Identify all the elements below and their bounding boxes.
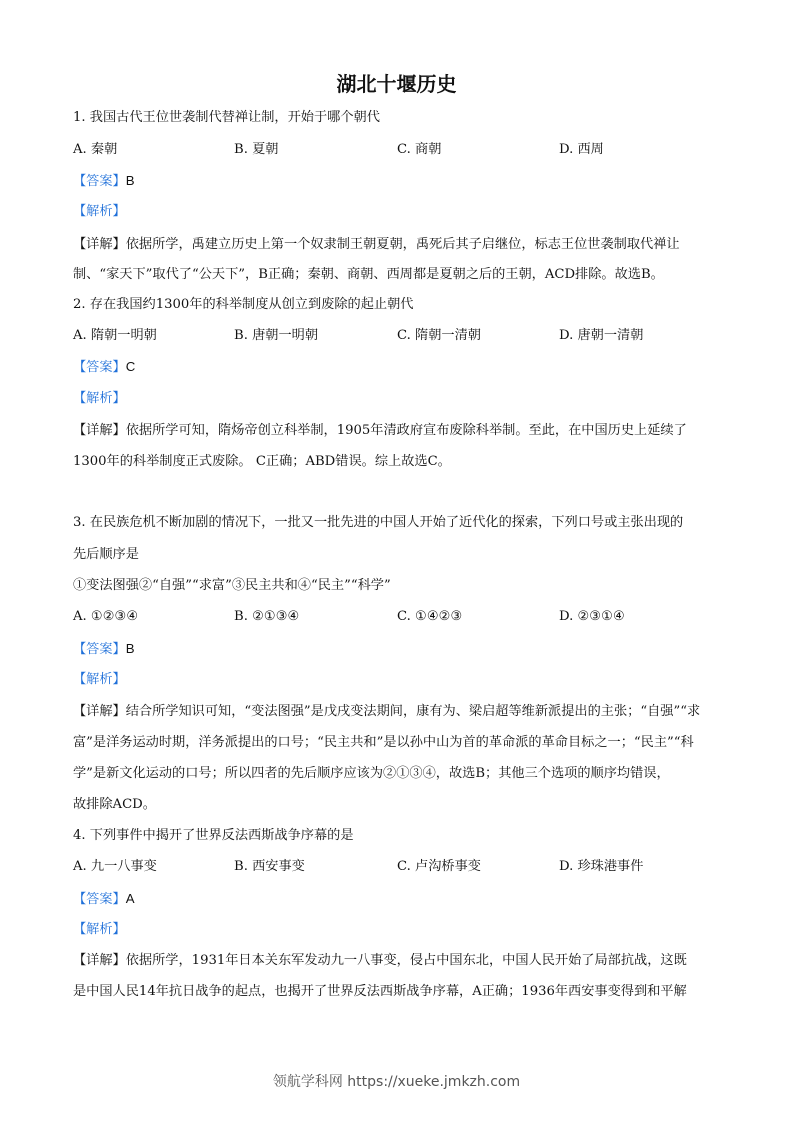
q4-answer	[73, 890, 723, 909]
question-1-stem: 1. 我国古代王位世袭制代替禅让制，开始于哪个朝代	[73, 110, 380, 125]
q2-answer	[73, 358, 723, 377]
answer-value: B	[125, 641, 135, 656]
detail-tag: 【详解】	[73, 704, 126, 719]
q3-analysis	[73, 671, 723, 689]
question-3-items: ①变法图强②“自强”“求富”③民主共和④“民主”“科学”	[73, 578, 391, 593]
q1-option-c: C. 商朝	[397, 142, 442, 157]
q4-option-a: A. 九一八事变	[73, 859, 157, 874]
analysis-tag: 【解析】	[73, 672, 126, 687]
detail-text: 结合所学知识可知，“变法图强”是戊戌变法期间，康有为、梁启超等维新派提出的主张；“自强”“求	[125, 704, 701, 719]
answer-tag: 【答案】	[73, 892, 126, 907]
answer-tag: 【答案】	[73, 360, 126, 375]
q4-option-b: B. 西安事变	[234, 859, 305, 874]
answer-value: B	[125, 173, 135, 188]
q4-option-c: C. 卢沟桥事变	[397, 859, 481, 874]
q2-option-a: A. 隋朝一明朝	[73, 328, 157, 343]
footer-watermark: 领航学科网 https://xueke.jmkzh.com	[272, 1074, 521, 1090]
detail-text: 依据所学可知，隋炀帝创立科举制，1905年清政府宣布废除科举制。至此，在中国历史上延续了	[125, 423, 687, 438]
q2-option-b: B. 唐朝一明朝	[234, 328, 319, 343]
q1-answer	[73, 172, 723, 191]
q3-detail-line-3: 学”是新文化运动的口号；所以四者的先后顺序应该为②①③④，故选B；其他三个选项的顺序均错误，	[73, 766, 670, 781]
q3-option-d: D. ②③①④	[559, 609, 625, 624]
q1-option-a: A. 秦朝	[73, 142, 118, 157]
q3-option-b: B. ②①③④	[234, 609, 300, 624]
page-title: 湖北十堰历史	[336, 72, 457, 96]
question-3-stem-line-2: 先后顺序是	[73, 547, 139, 562]
q2-analysis	[73, 390, 723, 408]
question-3-stem-line-1: 3. 在民族危机不断加剧的情况下，一批又一批先进的中国人开始了近代化的探索，下列口号或主张出现的	[73, 515, 684, 530]
detail-tag: 【详解】	[73, 423, 126, 438]
q3-option-a: A. ①②③④	[73, 609, 139, 624]
q2-detail-line-2: 1300年的科举制度正式废除。 C正确；ABD错误。综上故选C。	[73, 454, 451, 469]
analysis-tag: 【解析】	[73, 391, 126, 406]
q2-option-c: C. 隋朝一清朝	[397, 328, 481, 343]
analysis-tag: 【解析】	[73, 922, 126, 937]
answer-value: A	[125, 891, 135, 906]
q3-option-c: C. ①④②③	[397, 609, 463, 624]
q2-detail-line-1	[73, 422, 723, 440]
detail-text: 依据所学，1931年日本关东军发动九一八事变，侵占中国东北，中国人民开始了局部抗战，这既	[125, 953, 687, 968]
q1-option-d: D. 西周	[559, 142, 604, 157]
answer-value: C	[125, 359, 136, 374]
answer-tag: 【答案】	[73, 642, 126, 657]
q3-detail-line-4: 故排除ACD。	[73, 797, 156, 812]
q4-option-d: D. 珍珠港事件	[559, 859, 644, 874]
q1-option-b: B. 夏朝	[234, 142, 279, 157]
q3-answer	[73, 640, 723, 659]
q1-analysis	[73, 203, 723, 221]
q1-detail-line-1	[73, 236, 723, 254]
q2-option-d: D. 唐朝一清朝	[559, 328, 644, 343]
q1-detail-line-2: 制、“家天下”取代了“公天下”，B正确；秦朝、商朝、西周都是夏朝之后的王朝，ACD排除。故选B。	[73, 267, 664, 282]
detail-tag: 【详解】	[73, 953, 126, 968]
q3-detail-line-2: 富”是洋务运动时期，洋务派提出的口号；“民主共和”是以孙中山为首的革命派的革命目标之一；“民主”“科	[73, 735, 694, 750]
question-4-stem: 4. 下列事件中揭开了世界反法西斯战争序幕的是	[73, 828, 354, 843]
answer-tag: 【答案】	[73, 174, 126, 189]
detail-text: 依据所学，禹建立历史上第一个奴隶制王朝夏朝，禹死后其子启继位，标志王位世袭制取代禅让	[125, 237, 680, 252]
q4-analysis	[73, 921, 723, 939]
q4-detail-line-1	[73, 952, 723, 970]
q4-detail-line-2: 是中国人民14年抗日战争的起点，也揭开了世界反法西斯战争序幕，A正确；1936年西安事变得到和平解	[73, 984, 687, 999]
detail-tag: 【详解】	[73, 237, 126, 252]
analysis-tag: 【解析】	[73, 204, 126, 219]
q3-detail-line-1	[73, 703, 723, 721]
question-2-stem: 2. 存在我国约1300年的科举制度从创立到废除的起止朝代	[73, 297, 414, 312]
